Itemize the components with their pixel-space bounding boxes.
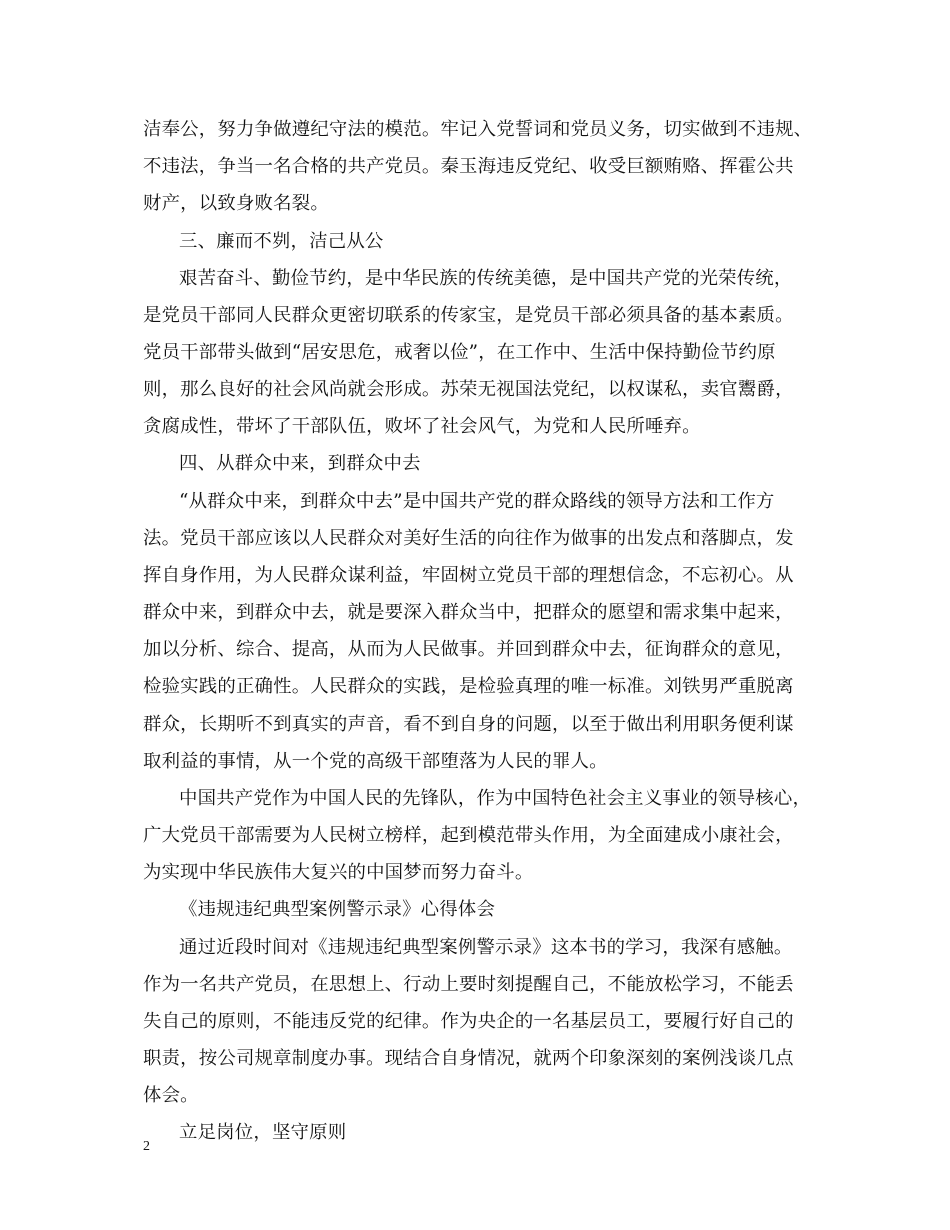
text-line: 群众中来，到群众中去，就是要深入群众当中，把群众的愿望和需求集中起来，: [143, 602, 794, 623]
section-heading: 立足岗位，坚守原则: [179, 1122, 347, 1143]
text-line: 是党员干部同人民群众更密切联系的传家宝，是党员干部必须具备的基本素质。: [143, 305, 794, 326]
text-line: 贪腐成性，带坏了干部队伍，败坏了社会风气，为党和人民所唾弃。: [143, 416, 701, 437]
text-line: “从群众中来，到群众中去”是中国共产党的群众路线的领导方法和工作方: [179, 491, 775, 512]
text-line: 失自己的原则，不能违反党的纪律。作为央企的一名基层员工，要履行好自己的: [143, 1011, 794, 1032]
text-line: 体会。: [143, 1085, 199, 1106]
text-line: 加以分析、综合、提高，从而为人民做事。并回到群众中去，征询群众的意见，: [143, 639, 794, 660]
section-heading: 《违规违纪典型案例警示录》心得体会: [179, 899, 496, 920]
text-line: 群众，长期听不到真实的声音，看不到自身的问题，以至于做出利用职务便利谋: [143, 714, 794, 735]
text-line: 作为一名共产党员，在思想上、行动上要时刻提醒自己，不能放松学习，不能丢: [143, 974, 794, 995]
text-line: 为实现中华民族伟大复兴的中国梦而努力奋斗。: [143, 862, 534, 883]
text-line: 财产，以致身败名裂。: [143, 193, 329, 214]
text-line: 取利益的事情，从一个党的高级干部堕落为人民的罪人。: [143, 751, 608, 772]
section-heading: 三、廉而不刿，洁己从公: [179, 231, 384, 252]
text-line: 法。党员干部应该以人民群众对美好生活的向往作为做事的出发点和落脚点，发: [143, 528, 794, 549]
text-line: 挥自身作用，为人民群众谋利益，牢固树立党员干部的理想信念，不忘初心。从: [143, 565, 794, 586]
text-line: 通过近段时间对《违规违纪典型案例警示录》这本书的学习，我深有感触。: [179, 937, 793, 958]
page-number: 2: [143, 1139, 150, 1154]
text-line: 广大党员干部需要为人民树立榜样，起到模范带头作用，为全面建成小康社会，: [143, 825, 794, 846]
text-line: 洁奉公，努力争做遵纪守法的模范。牢记入党誓词和党员义务，切实做到不违规、: [143, 119, 813, 140]
text-line: 党员干部带头做到“居安思危，戒奢以俭”，在工作中、生活中保持勤俭节约原: [143, 342, 776, 363]
text-line: 则，那么良好的社会风尚就会形成。苏荣无视国法党纪，以权谋私，卖官鬻爵，: [143, 379, 794, 400]
text-line: 检验实践的正确性。人民群众的实践，是检验真理的唯一标准。刘铁男严重脱离: [143, 676, 794, 697]
text-line: 艰苦奋斗、勤俭节约，是中华民族的传统美德，是中国共产党的光荣传统，: [179, 268, 793, 289]
text-line: 中国共产党作为中国人民的先锋队，作为中国特色社会主义事业的领导核心，: [179, 788, 812, 809]
text-line: 不违法，争当一名合格的共产党员。秦玉海违反党纪、收受巨额贿赂、挥霍公共: [143, 156, 794, 177]
text-line: 职责，按公司规章制度办事。现结合自身情况，就两个印象深刻的案例浅谈几点: [143, 1048, 794, 1069]
section-heading: 四、从群众中来，到群众中去: [179, 453, 421, 474]
